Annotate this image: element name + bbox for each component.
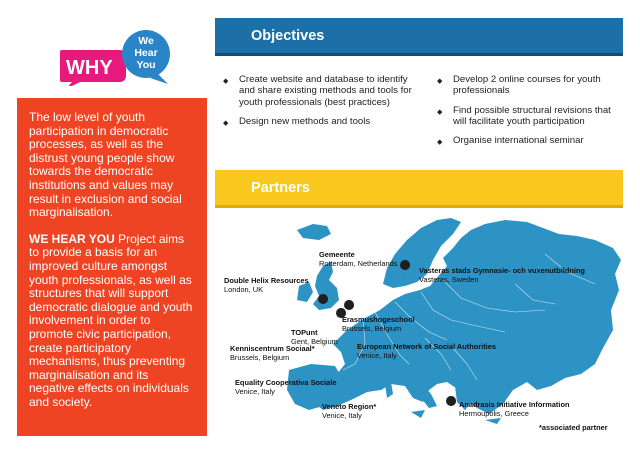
- logo-you: You: [136, 59, 156, 71]
- partner-label: TOPunt Gent, Belgium: [291, 328, 338, 346]
- diamond-bullet-icon: ◆: [437, 78, 443, 85]
- intro-paragraph-1: The low level of youth participation in democratic processes, as well as the distrust young people show towards the democratic institutions and values may result in exclusion and social marginalisation.: [29, 110, 182, 220]
- objectives-list-right: [437, 74, 621, 154]
- partner-label: European Network of Social Authorities Venice, Italy: [357, 342, 496, 360]
- speech-bubble-logo-icon: [60, 30, 170, 86]
- diamond-bullet-icon: ◆: [437, 108, 443, 116]
- partner-label: Veneto Region* Venice, Italy: [322, 402, 377, 420]
- intro-paragraph-2: [29, 233, 195, 410]
- diamond-bullet-icon: ◆: [223, 119, 229, 127]
- partner-label: Erasmushogeschool Brussels, Belgium: [342, 315, 415, 333]
- partners-banner: Partners: [215, 170, 623, 208]
- partner-label: Kenniscentrum Sociaal* Brussels, Belgium: [230, 344, 315, 362]
- partner-label: Anadrasis Initiative Information Hermoupolis, Greece: [459, 400, 570, 418]
- diamond-bullet-icon: ◆: [223, 78, 229, 85]
- we-hear-you-logo: [60, 30, 170, 86]
- logo-hear: Hear: [134, 47, 158, 59]
- partner-label: Vasteras stads Gymnasie- och vuxenutbildning Vasteras, Sweden: [419, 266, 585, 284]
- objective-item: ◆ Organise international seminar: [437, 135, 621, 146]
- associated-partner-note: *associated partner: [539, 423, 608, 432]
- partner-label: Equality Cooperativa Sociale Venice, Italy: [235, 378, 337, 396]
- partner-label: Gemeente Rotterdam, Netherlands: [319, 250, 398, 268]
- map-pin-icon: [446, 396, 456, 418]
- project-name: WE HEAR YOU: [29, 231, 115, 246]
- logo-we: We: [138, 35, 154, 47]
- partner-label: Double Helix Resources London, UK: [224, 276, 309, 294]
- objective-item: ◆ Develop 2 online courses for youth professionals: [437, 74, 601, 97]
- europe-map: [215, 214, 623, 436]
- intro-panel: [17, 98, 207, 436]
- objective-item: ◆ Find possible structural revisions that will facilitate youth participation: [437, 104, 611, 127]
- objectives-list-left: [223, 74, 413, 135]
- objective-item: ◆ Create website and database to identify and share existing methods and tools for youth professionals (best practices): [223, 74, 412, 108]
- diamond-bullet-icon: ◆: [437, 139, 443, 147]
- project-description: Project aims to provide a basis for an improved culture amongst youth professionals, as well as structures that will support democratic dialogue and youth involvement in order to promote civic participation, create participatory mechanisms, thus preventing marginalisation and its negative effects on individuals and society.: [29, 231, 193, 409]
- logo-why: WHY: [66, 57, 113, 79]
- objective-item: ◆ Design new methods and tools: [223, 116, 413, 127]
- objectives-banner: Objectives: [215, 18, 623, 56]
